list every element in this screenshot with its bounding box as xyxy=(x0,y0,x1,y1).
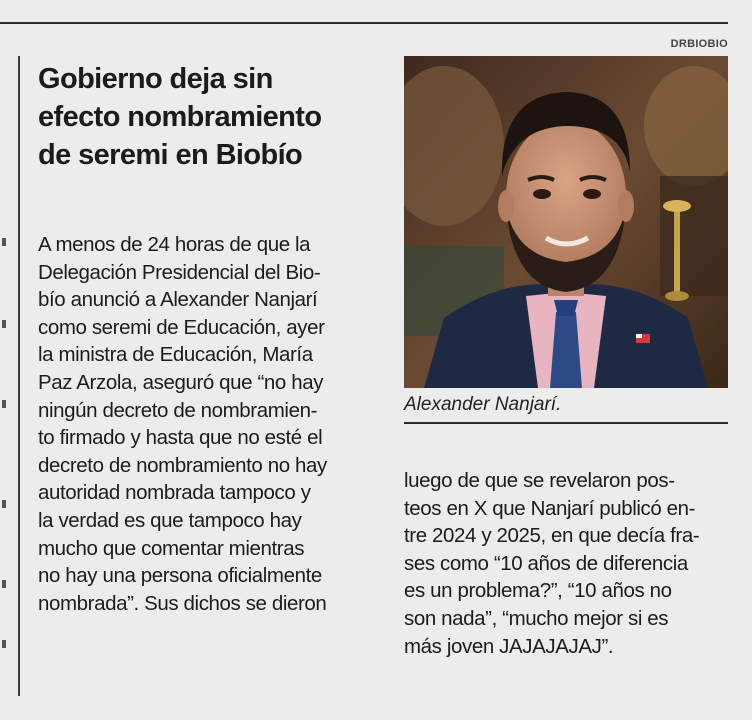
body-line: la ministra de Educación, María xyxy=(38,343,313,367)
body-line: no hay una persona oficialmente xyxy=(38,564,322,588)
body-line: son nada”, “mucho mejor si es xyxy=(404,606,669,630)
headline-line: efecto nombramiento xyxy=(38,101,322,133)
article-body-left-column xyxy=(38,231,376,617)
body-line: autoridad nombrada tampoco y xyxy=(38,481,311,505)
article-headline xyxy=(38,60,378,174)
body-line: es un problema?”, “10 años no xyxy=(404,579,672,603)
body-line: nombrada”. Sus dichos se dieron xyxy=(38,591,327,615)
body-line: teos en X que Nanjarí publicó en- xyxy=(404,496,696,520)
body-line: Delegación Presidencial del Bio- xyxy=(38,260,321,284)
body-line: bío anunció a Alexander Nanjarí xyxy=(38,288,318,312)
column-rule xyxy=(18,56,20,696)
portrait-photo xyxy=(404,56,728,388)
article-body-right-column xyxy=(404,467,730,660)
photo-caption: Alexander Nanjarí. xyxy=(404,394,728,424)
photo-credit: DRBIOBIO xyxy=(670,38,728,50)
body-line: ses como “10 años de diferencia xyxy=(404,551,688,575)
body-line: luego de que se revelaron pos- xyxy=(404,469,675,492)
body-line: to firmado y hasta que no esté el xyxy=(38,426,323,450)
body-line: como seremi de Educación, ayer xyxy=(38,315,325,339)
headline-line: Gobierno deja sin xyxy=(38,63,273,95)
top-rule xyxy=(0,0,728,24)
body-line: mucho que comentar mientras xyxy=(38,536,305,560)
body-line: la verdad es que tampoco hay xyxy=(38,508,302,532)
body-line: decreto de nombramiento no hay xyxy=(38,453,327,477)
body-line: A menos de 24 horas de que la xyxy=(38,233,311,256)
body-line: Paz Arzola, aseguró que “no hay xyxy=(38,370,324,394)
body-line: ningún decreto de nombramien- xyxy=(38,398,317,422)
headline-line: de seremi en Biobío xyxy=(38,139,303,171)
body-line: tre 2024 y 2025, en que decía fra- xyxy=(404,524,700,548)
portrait-illustration xyxy=(404,56,728,388)
body-line: más joven JAJAJAJAJ”. xyxy=(404,634,614,658)
